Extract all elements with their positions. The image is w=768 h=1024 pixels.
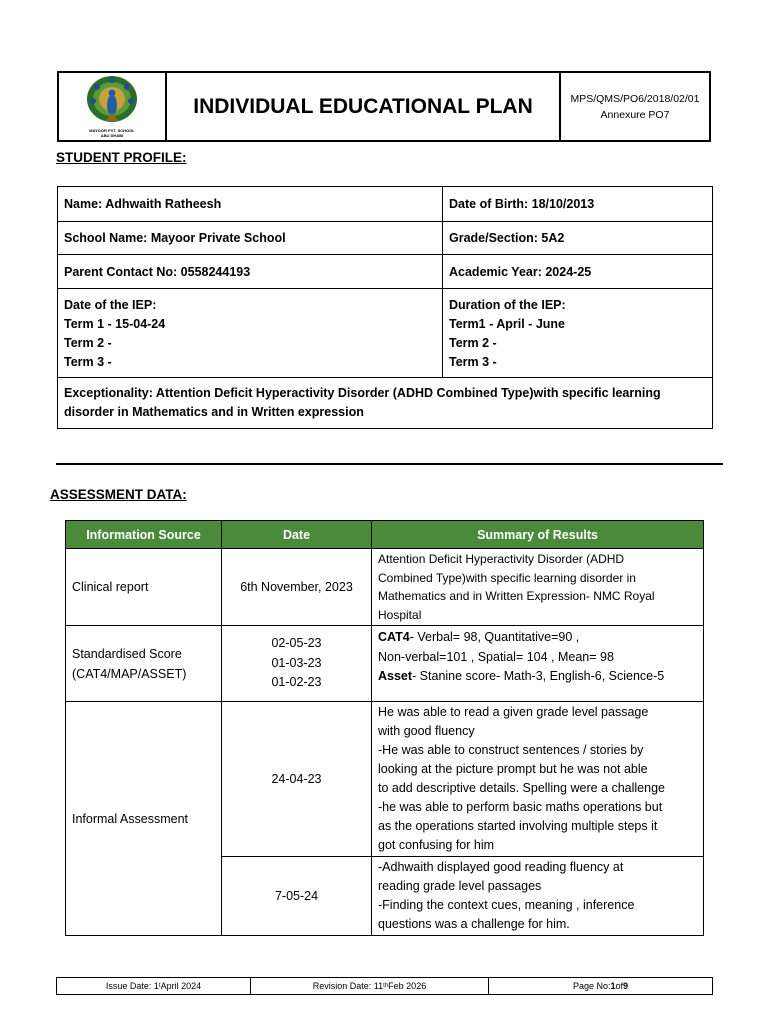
assessment-data-heading: ASSESSMENT DATA: <box>50 487 187 502</box>
logo-caption: MAYOOR PVT. SCHOOL ABU DHABI <box>89 128 135 138</box>
parent-contact: Parent Contact No: 0558244193 <box>58 255 443 289</box>
clinical-source: Clinical report <box>66 549 222 626</box>
section-divider <box>56 463 723 465</box>
table-row <box>66 549 704 626</box>
informal-source: Informal Assessment <box>66 702 222 936</box>
assessment-header-row <box>66 521 704 549</box>
date-of-birth: Date of Birth: 18/10/2013 <box>443 187 713 222</box>
column-header-summary: Summary of Results <box>372 521 704 549</box>
iep-duration: Duration of the IEP: Term1 - April - June Term 2 - Term 3 - <box>443 289 713 378</box>
student-profile-table <box>57 186 713 429</box>
standardised-summary: CAT4- Verbal= 98, Quantitative=90 , Non-verbal=101 , Spatial= 104 , Mean= 98 Asset- Stanine score- Math-3, English-6, Science-5 <box>372 626 704 702</box>
student-profile-heading: STUDENT PROFILE: <box>56 150 187 165</box>
grade-section: Grade/Section: 5A2 <box>443 222 713 255</box>
standardised-source: Standardised Score (CAT4/MAP/ASSET) <box>66 626 222 702</box>
annexure: Annexure PO7 <box>600 108 670 121</box>
exceptionality: Exceptionality: Attention Deficit Hyperactivity Disorder (ADHD Combined Type)with specific learning disorder in Mathematics and in Written expression <box>58 378 713 429</box>
assessment-table <box>65 520 704 936</box>
academic-year: Academic Year: 2024-25 <box>443 255 713 289</box>
doc-code: MPS/QMS/PO6/2018/02/01 <box>570 92 700 105</box>
page-number: Page No: 1 of 9 <box>572 981 629 991</box>
clinical-summary: Attention Deficit Hyperactivity Disorder (ADHD Combined Type)with specific learning disorder in Mathematics and in Written Expression- NMC Royal Hospital <box>372 549 704 626</box>
student-name: Name: Adhwaith Ratheesh <box>58 187 443 222</box>
document-code <box>561 73 709 140</box>
informal-summary-1: He was able to read a given grade level passage with good fluency -He was able to construct sentences / stories by looking at the picture prompt but he was not able to add descriptive details. Spelling were a challenge -he was able to perform basic maths operations but as the operations started involving multiple steps it got confusing for him <box>372 702 704 857</box>
school-logo <box>59 73 167 140</box>
revision-date: Revision Date: 11 th Feb 2026 <box>251 978 489 994</box>
informal-summary-2: -Adhwaith displayed good reading fluency at reading grade level passages -Finding the context cues, meaning , inference questions was a challenge for him. <box>372 857 704 936</box>
column-header-source: Information Source <box>66 521 222 549</box>
document-header <box>57 71 711 142</box>
document-title: INDIVIDUAL EDUCATIONAL PLAN <box>167 73 561 140</box>
table-row <box>66 702 704 857</box>
school-name: School Name: Mayoor Private School <box>58 222 443 255</box>
document-footer <box>56 977 713 995</box>
iep-date: Date of the IEP: Term 1 - 15-04-24 Term 2 - Term 3 - <box>58 289 443 378</box>
peacock-logo-icon <box>85 75 139 127</box>
table-row <box>66 626 704 702</box>
column-header-date: Date <box>222 521 372 549</box>
informal-date-1: 24-04-23 <box>222 702 372 857</box>
informal-date-2: 7-05-24 <box>222 857 372 936</box>
clinical-date: 6th November, 2023 <box>222 549 372 626</box>
standardised-dates: 02-05-23 01-03-23 01-02-23 <box>222 626 372 702</box>
issue-date: Issue Date: 1 t April 2024 <box>57 978 251 994</box>
